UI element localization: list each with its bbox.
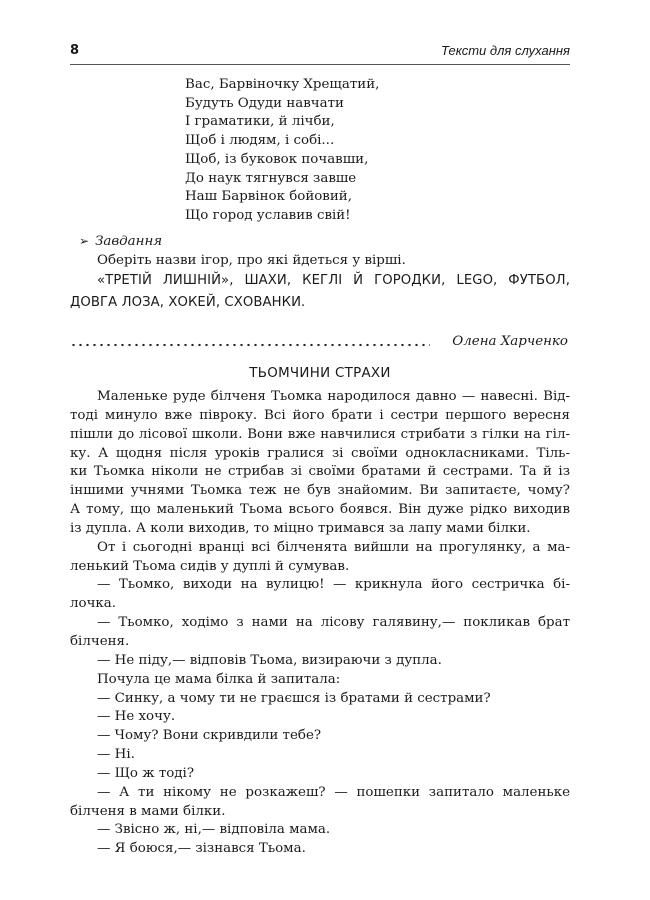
story-line: Почула це мама білка й запитала: <box>97 671 341 687</box>
task-answer: «ТРЕТІЙ ЛИШНІЙ», ШАХИ, КЕГЛІ Й ГОРОДКИ, LEGO, ФУТБОЛ, ДОВГА ЛОЗА, ХОКЕЙ, СХОВАНКИ. <box>70 273 570 310</box>
story-line: пішли до лісової школи. Вони вже навчилися стрибати з гілки на гіл- <box>70 426 570 442</box>
story-line: — Чому? Вони скривдили тебе? <box>97 728 322 744</box>
story-line: білченя. <box>70 633 130 649</box>
story-line: Маленьке руде білченя Тьомка народилося давно — навесні. Від- <box>97 389 570 404</box>
story-line: — Ні. <box>97 747 135 763</box>
story-line: ку. А щодня після уроків гралися зі своїми однокласниками. Тіль- <box>70 445 570 461</box>
story-line: тоді минуло вже півроку. Всі його брати і сестри першого вересня <box>70 407 570 423</box>
running-head: Тексти для слухання <box>441 43 570 58</box>
poem-line: Щоб, із буковок почавши, <box>185 151 369 167</box>
story-line: ленький Тьома сидів у дуплі й сумував. <box>70 558 350 574</box>
page-header <box>70 40 570 65</box>
story-text <box>70 388 570 859</box>
story-line: — Звісно ж, ні,— відповіла мама. <box>97 822 331 838</box>
poem-line: Наш Барвінок бойовий, <box>185 189 352 205</box>
story-line: — А ти нікому не розкажеш? — пошепки запитало маленьке <box>97 784 570 800</box>
poem <box>185 76 379 226</box>
poem-line: Що город уславив свій! <box>185 207 351 223</box>
story-line: іншими учнями Тьомка теж не був знайомим. Ви запитаєте, чому? <box>70 483 570 499</box>
poem-line: І граматики, й лічби, <box>185 114 335 130</box>
poem-line: До наук тягнувся завше <box>185 170 357 186</box>
story-line: От і сьогодні вранці всі білченята вийшли на прогулянку, а ма- <box>97 539 570 555</box>
poem-line: Вас, Барвіночку Хрещатий, <box>185 77 380 92</box>
author-byline <box>70 334 570 354</box>
story-line: — Тьомко, виходи на вулицю! — крикнула його сестричка бі- <box>97 577 570 593</box>
story-line: ки Тьомка ніколи не стрибав зі своїми братами й сестрами. Та й із <box>70 464 570 480</box>
story-line: білченя в мами білки. <box>70 803 226 819</box>
story-line: — Не хочу. <box>97 709 176 725</box>
page-number: 8 <box>70 43 80 58</box>
story-line: — Я боюся,— зізнався Тьома. <box>97 841 306 857</box>
arrow-bullet-icon: ➢ <box>79 234 90 248</box>
story-title: ТЬОМЧИНИ СТРАХИ <box>249 366 391 381</box>
task-heading <box>79 234 162 249</box>
dotted-leader <box>70 343 430 347</box>
story-line: — Що ж тоді? <box>97 765 194 781</box>
poem-line: Щоб і людям, і собі... <box>185 133 335 149</box>
task-instruction: Оберіть назви ігор, про які йдеться у вірші. <box>97 253 406 268</box>
poem-line: Будуть Одуди навчати <box>185 95 344 111</box>
story-line: А тому, що маленький Тьома всього боявся. Він дуже рідко виходив <box>70 502 570 518</box>
story-line: — Синку, а чому ти не граєшся із братами й сестрами? <box>97 690 491 706</box>
story-line: лочка. <box>70 596 117 612</box>
task-title: Завдання <box>95 234 163 249</box>
story-line: — Тьомко, ходімо з нами на лісову галявину,— покликав брат <box>97 615 570 631</box>
author-name: Олена Харченко <box>452 334 568 349</box>
story-line: із дупла. А коли виходив, то міцно тримався за лапу мами білки. <box>70 520 531 536</box>
story-line: — Не піду,— відповів Тьома, визираючи з дупла. <box>97 652 442 668</box>
